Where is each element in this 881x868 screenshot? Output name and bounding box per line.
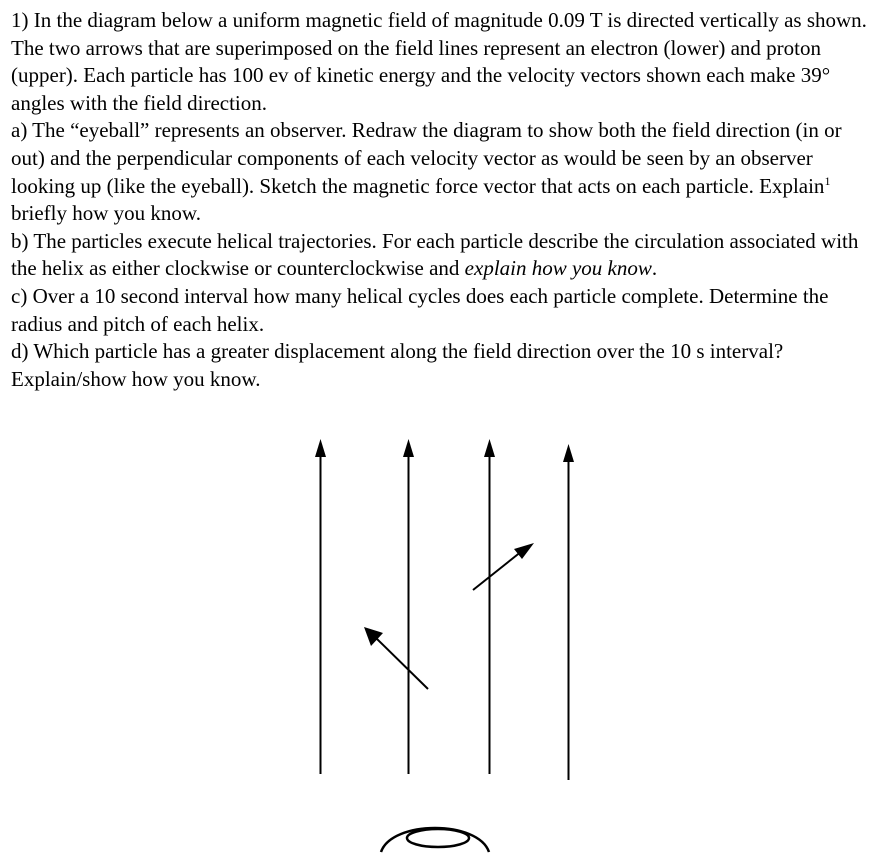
part-b-text: b) The particles execute helical trajectories. For each particle describe the circulation associated with the helix as either clockwise or counterclockwise and — [11, 228, 859, 281]
field-line-3-arrowhead — [484, 439, 495, 457]
part-d: d) Which particle has a greater displacement along the field direction over the 10 s interval? Explain/show how you know. — [11, 339, 784, 391]
proton-velocity-arrow — [473, 543, 534, 590]
electron-velocity-arrow — [364, 627, 428, 689]
part-c: c) Over a 10 second interval how many helical cycles does each particle complete. Determine the radius and pitch of each helix. — [11, 283, 829, 336]
field-line-4-arrowhead — [563, 444, 574, 462]
part-b-emphasis: explain how you know — [464, 256, 652, 281]
field-lines — [315, 439, 574, 780]
footnote-marker: 1 — [824, 173, 831, 188]
eyeball-observer-icon — [381, 828, 489, 852]
field-line-2-arrowhead — [403, 439, 414, 457]
part-a-text: a) The “eyeball” represents an observer. Redraw the diagram to show both the field direction (in or out) and the perpendicular components of each velocity vector as would be seen by an observer looking up (like the eyeball). Sketch the magnetic force vector that acts on each particle. Explain — [11, 118, 842, 198]
field-line-1-arrowhead — [315, 439, 326, 457]
problem-intro: 1) In the diagram below a uniform magnetic field of magnitude 0.09 T is directed vertically as shown. The two arrows that are superimposed on the field lines represent an electron (lower) and proton (upper). Each particle has 100 ev of kinetic energy and the velocity vectors shown each make 39° angles with the field direction. — [11, 8, 867, 115]
part-a-text-end: briefly how you know. — [11, 201, 201, 226]
part-b-text-end: . — [651, 256, 658, 281]
